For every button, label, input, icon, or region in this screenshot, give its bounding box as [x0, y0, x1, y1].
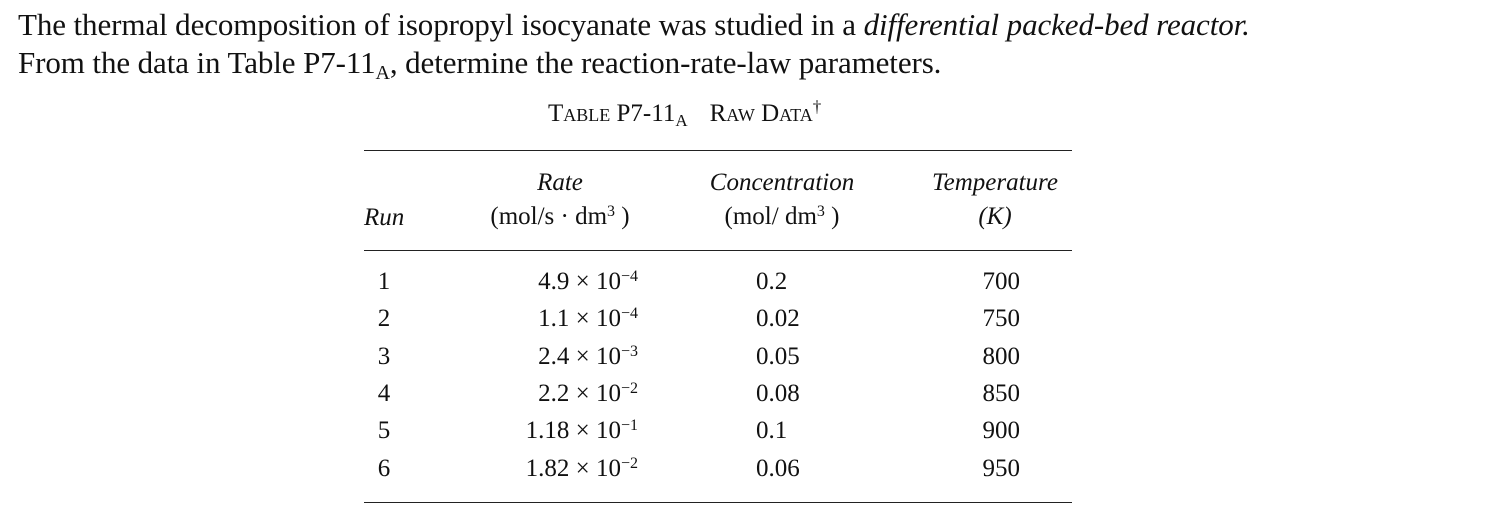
header-rate-unit-a: (mol/s · dm [490, 203, 608, 230]
problem-table-subscript: A [375, 62, 390, 84]
cell-rate-mantissa: 1.82 × 10 [525, 454, 621, 482]
cell-run-value: 3 [377, 342, 391, 370]
table-bottom-rule [364, 502, 1072, 503]
cell-run [364, 416, 404, 446]
cell-temperature-value: 950 [982, 454, 1020, 482]
header-rate-unit-b: ) [615, 203, 630, 230]
cell-rate-mantissa: 2.4 × 10 [538, 342, 621, 370]
problem-line-2 [18, 44, 1478, 82]
table-top-rule [364, 150, 1072, 151]
header-concentration-unit-sup: 3 [816, 203, 825, 220]
table-label: Table P7-11 [548, 100, 676, 127]
header-concentration-unit [684, 200, 880, 234]
table-title: Raw Data [709, 100, 813, 127]
cell-temperature [960, 454, 1020, 484]
cell-run [364, 304, 404, 334]
cell-run-value: 2 [377, 305, 391, 333]
cell-concentration [756, 342, 876, 372]
cell-temperature [960, 304, 1020, 334]
cell-temperature-value: 900 [982, 417, 1020, 445]
cell-temperature [960, 379, 1020, 409]
cell-concentration [756, 267, 876, 297]
header-concentration [684, 166, 880, 234]
cell-concentration [756, 379, 876, 409]
header-run [364, 201, 404, 235]
cell-run [364, 267, 404, 297]
header-temperature-title: Temperature [932, 169, 1058, 196]
header-run-label: Run [364, 204, 405, 231]
table-label-subscript: A [675, 111, 688, 130]
problem-line-1 [18, 6, 1478, 44]
header-rate-unit-sup: 3 [607, 203, 616, 220]
cell-temperature [960, 416, 1020, 446]
cell-rate-mantissa: 2.2 × 10 [538, 379, 621, 407]
problem-statement [18, 6, 1478, 82]
header-concentration-unit-a: (mol/ dm [724, 203, 817, 230]
cell-temperature-value: 850 [982, 379, 1020, 407]
header-rate [460, 166, 660, 234]
cell-concentration-value: 0.2 [756, 268, 788, 295]
cell-rate [440, 416, 638, 446]
cell-run-value: 4 [377, 379, 391, 407]
cell-concentration-value: 0.02 [756, 305, 800, 333]
table-caption [548, 97, 822, 130]
cell-run-value: 5 [377, 417, 391, 445]
cell-rate-exponent: −3 [620, 342, 638, 360]
cell-run-value: 1 [377, 268, 391, 295]
header-temperature [912, 166, 1078, 234]
cell-rate-exponent: −2 [620, 379, 638, 397]
cell-temperature [960, 267, 1020, 297]
cell-rate [440, 267, 638, 297]
cell-run [364, 379, 404, 409]
problem-emphasis: differential packed-bed reactor. [863, 7, 1250, 42]
cell-concentration-value: 0.06 [756, 454, 800, 482]
table-dagger: † [812, 97, 822, 116]
cell-temperature-value: 700 [982, 268, 1020, 295]
problem-line-2-text-b: , determine the reaction-rate-law parameters. [389, 45, 942, 80]
cell-concentration-value: 0.1 [756, 417, 788, 445]
cell-rate-exponent: −4 [620, 268, 638, 285]
table-header-rule [364, 250, 1072, 251]
cell-run [364, 454, 404, 484]
cell-rate [440, 379, 638, 409]
problem-line-2-text-a: From the data in Table P7-11 [18, 45, 376, 80]
cell-rate-mantissa: 1.18 × 10 [525, 417, 621, 445]
cell-rate-exponent: −2 [620, 454, 638, 472]
cell-rate [440, 342, 638, 372]
cell-rate [440, 304, 638, 334]
header-concentration-title: Concentration [709, 169, 855, 196]
cell-concentration-value: 0.08 [756, 379, 800, 407]
problem-line-1-text: The thermal decomposition of isopropyl isocyanate was studied in a [18, 7, 864, 42]
cell-rate-exponent: −4 [620, 305, 638, 323]
cell-temperature-value: 800 [982, 342, 1020, 370]
header-rate-unit [460, 200, 660, 234]
header-temperature-unit: (K) [978, 203, 1012, 230]
cell-rate-mantissa: 1.1 × 10 [538, 305, 621, 333]
cell-concentration-value: 0.05 [756, 342, 800, 370]
cell-rate-exponent: −1 [620, 417, 638, 435]
header-concentration-unit-b: ) [824, 203, 840, 230]
header-rate-title: Rate [537, 169, 583, 196]
cell-rate [440, 454, 638, 484]
cell-concentration [756, 416, 876, 446]
cell-concentration [756, 454, 876, 484]
cell-temperature [960, 342, 1020, 372]
cell-temperature-value: 750 [982, 305, 1020, 333]
cell-rate-mantissa: 4.9 × 10 [538, 268, 621, 295]
cell-run-value: 6 [377, 454, 391, 482]
cell-concentration [756, 304, 876, 334]
cell-run [364, 342, 404, 372]
